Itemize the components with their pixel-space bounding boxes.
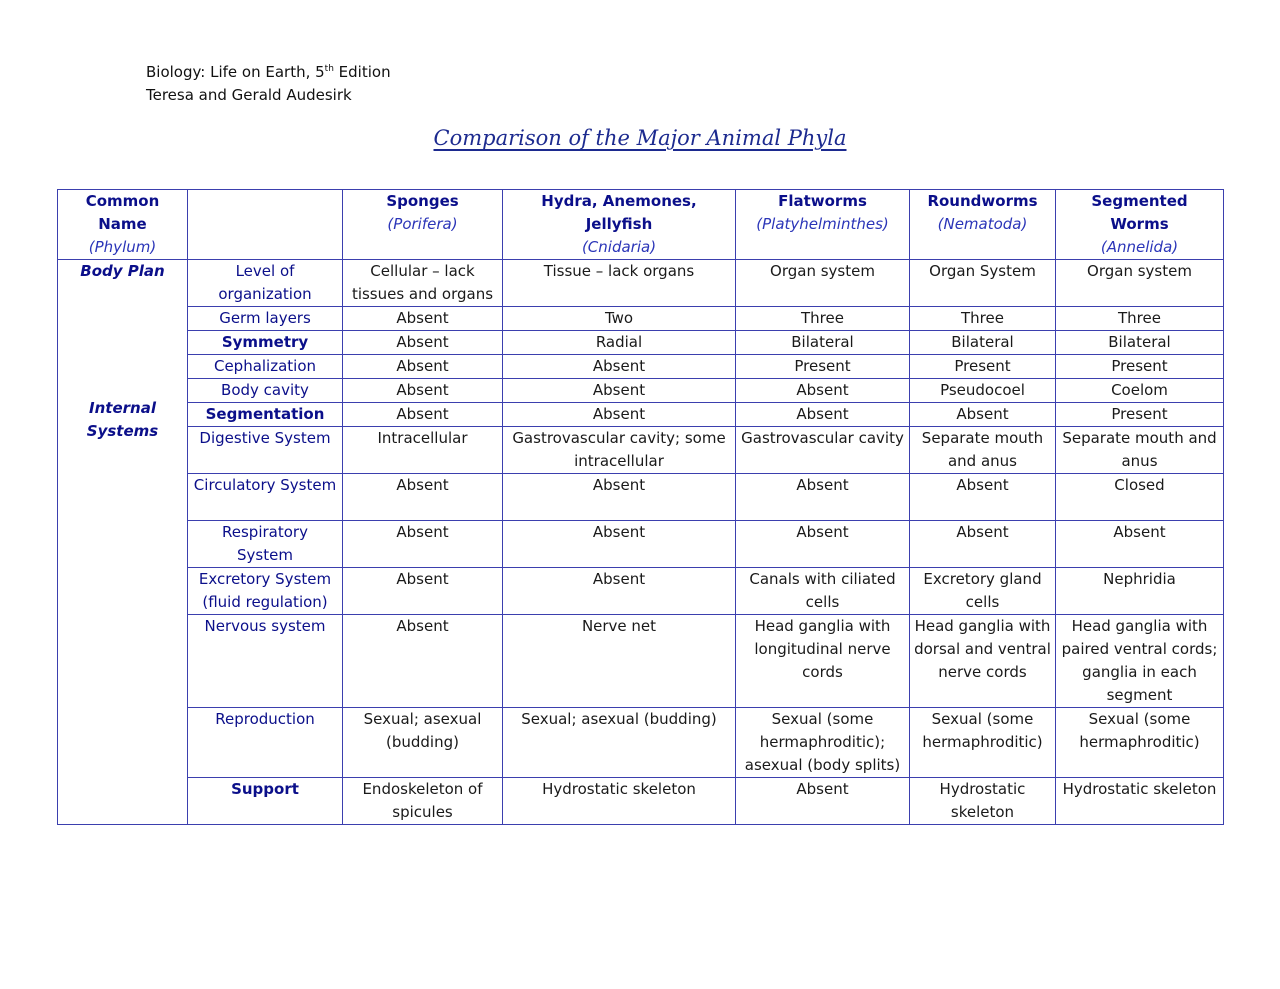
- table-cell: Absent: [343, 521, 503, 568]
- edition-label: Edition: [333, 63, 391, 81]
- section-internal-systems: Internal Systems: [86, 399, 159, 440]
- table-cell: Absent: [503, 379, 736, 403]
- table-cell: Organ system: [1056, 260, 1224, 307]
- table-cell: Absent: [1056, 521, 1224, 568]
- table-cell: Absent: [910, 403, 1056, 427]
- table-row: [58, 778, 1224, 825]
- table-row: [58, 568, 1224, 615]
- row-label: Nervous system: [188, 615, 343, 708]
- table-cell: Bilateral: [910, 331, 1056, 355]
- column-name: Roundworms: [927, 192, 1038, 210]
- table-row: [58, 615, 1224, 708]
- row-label: Circulatory System: [188, 474, 343, 521]
- document-header: [146, 58, 391, 107]
- table-cell: Absent: [736, 521, 910, 568]
- page-title: Comparison of the Major Animal Phyla: [433, 126, 847, 150]
- phyla-comparison-table: [57, 189, 1224, 825]
- book-title-line: [146, 58, 391, 84]
- row-label: Excretory System (fluid regulation): [188, 568, 343, 615]
- phylum-header: (Phylum): [88, 238, 157, 256]
- table-cell: Endoskeleton of spicules: [343, 778, 503, 825]
- table-cell: Absent: [736, 778, 910, 825]
- edition-superscript: th: [324, 64, 334, 74]
- table-cell: Three: [910, 307, 1056, 331]
- section-body-plan: Body Plan: [80, 262, 165, 280]
- table-cell: Absent: [910, 521, 1056, 568]
- table-cell: Absent: [736, 403, 910, 427]
- table-row: [58, 379, 1224, 403]
- table-cell: Hydrostatic skeleton: [910, 778, 1056, 825]
- row-label: Respiratory System: [188, 521, 343, 568]
- column-name: Hydra, Anemones, Jellyfish: [541, 192, 697, 233]
- table-cell: Absent: [343, 474, 503, 521]
- column-phylum: (Platyhelminthes): [756, 215, 889, 233]
- table-row: [58, 521, 1224, 568]
- table-row: [58, 331, 1224, 355]
- table-cell: Present: [736, 355, 910, 379]
- column-name: Flatworms: [778, 192, 867, 210]
- table-cell: Hydrostatic skeleton: [503, 778, 736, 825]
- table-cell: Two: [503, 307, 736, 331]
- row-label: Segmentation: [188, 403, 343, 427]
- table-cell: Absent: [343, 403, 503, 427]
- table-row: [58, 307, 1224, 331]
- table-row: [58, 355, 1224, 379]
- column-phylum: (Cnidaria): [581, 238, 657, 256]
- column-header-segmented-worms: [1056, 190, 1224, 260]
- table-cell: Radial: [503, 331, 736, 355]
- table-cell: Sexual; asexual (budding): [343, 708, 503, 778]
- table-header-row: [58, 190, 1224, 260]
- table-cell: Organ System: [910, 260, 1056, 307]
- table-cell: Hydrostatic skeleton: [1056, 778, 1224, 825]
- table-cell: Canals with ciliated cells: [736, 568, 910, 615]
- authors-line: Teresa and Gerald Audesirk: [146, 86, 352, 104]
- table-cell: Three: [736, 307, 910, 331]
- table-cell: Bilateral: [1056, 331, 1224, 355]
- column-phylum: (Annelida): [1100, 238, 1179, 256]
- table-cell: Pseudocoel: [910, 379, 1056, 403]
- row-label: Symmetry: [188, 331, 343, 355]
- book-title: Biology: Life on Earth, 5: [146, 63, 325, 81]
- table-cell: Nerve net: [503, 615, 736, 708]
- row-label: Digestive System: [188, 427, 343, 474]
- table-cell: Absent: [503, 403, 736, 427]
- table-cell: Absent: [343, 331, 503, 355]
- table-row: [58, 403, 1224, 427]
- table-cell: Separate mouth and anus: [910, 427, 1056, 474]
- table-cell: Gastrovascular cavity: [736, 427, 910, 474]
- table-cell: Nephridia: [1056, 568, 1224, 615]
- table-cell: Sexual (some hermaphroditic): [1056, 708, 1224, 778]
- table-cell: Organ system: [736, 260, 910, 307]
- table-cell: Present: [1056, 403, 1224, 427]
- table-row: [58, 474, 1224, 521]
- row-label: Body cavity: [188, 379, 343, 403]
- column-phylum: (Nematoda): [937, 215, 1028, 233]
- common-name-header: Common Name: [85, 192, 160, 233]
- table-cell: Coelom: [1056, 379, 1224, 403]
- row-label: Germ layers: [188, 307, 343, 331]
- table-cell: Absent: [910, 474, 1056, 521]
- table-cell: Bilateral: [736, 331, 910, 355]
- table-cell: Head ganglia with dorsal and ventral nerve cords: [910, 615, 1056, 708]
- row-label: Level of organization: [188, 260, 343, 307]
- column-name: Segmented Worms: [1091, 192, 1188, 233]
- column-phylum: (Porifera): [387, 215, 458, 233]
- table-cell: Tissue – lack organs: [503, 260, 736, 307]
- corner-header-cell: [58, 190, 188, 260]
- table-cell: Present: [1056, 355, 1224, 379]
- table-cell: Head ganglia with longitudinal nerve cords: [736, 615, 910, 708]
- table-cell: Absent: [343, 379, 503, 403]
- column-name: Sponges: [386, 192, 459, 210]
- section-label-cell: [58, 260, 188, 825]
- table-row: [58, 260, 1224, 307]
- row-label: Support: [188, 778, 343, 825]
- table-cell: Absent: [503, 521, 736, 568]
- table-cell: Closed: [1056, 474, 1224, 521]
- table-cell: Head ganglia with paired ventral cords; ganglia in each segment: [1056, 615, 1224, 708]
- table-cell: Excretory gland cells: [910, 568, 1056, 615]
- table-cell: Sexual (some hermaphroditic): [910, 708, 1056, 778]
- row-label: Cephalization: [188, 355, 343, 379]
- table-cell: Cellular – lack tissues and organs: [343, 260, 503, 307]
- table-cell: Absent: [343, 307, 503, 331]
- table-cell: Absent: [503, 474, 736, 521]
- table-cell: Absent: [736, 474, 910, 521]
- column-header-cnidaria: [503, 190, 736, 260]
- table-cell: Separate mouth and anus: [1056, 427, 1224, 474]
- table-cell: Absent: [736, 379, 910, 403]
- table-cell: Absent: [343, 615, 503, 708]
- column-header-flatworms: [736, 190, 910, 260]
- row-label: Reproduction: [188, 708, 343, 778]
- table-cell: Absent: [503, 355, 736, 379]
- table-cell: Gastrovascular cavity; some intracellular: [503, 427, 736, 474]
- table-row: [58, 427, 1224, 474]
- table-cell: Intracellular: [343, 427, 503, 474]
- table-cell: Sexual (some hermaphroditic); asexual (body splits): [736, 708, 910, 778]
- table-cell: Absent: [343, 568, 503, 615]
- table-cell: Absent: [503, 568, 736, 615]
- table-cell: Present: [910, 355, 1056, 379]
- table-cell: Absent: [343, 355, 503, 379]
- blank-header-cell: [188, 190, 343, 260]
- column-header-roundworms: [910, 190, 1056, 260]
- table-row: [58, 708, 1224, 778]
- table-cell: Sexual; asexual (budding): [503, 708, 736, 778]
- column-header-sponges: [343, 190, 503, 260]
- table-cell: Three: [1056, 307, 1224, 331]
